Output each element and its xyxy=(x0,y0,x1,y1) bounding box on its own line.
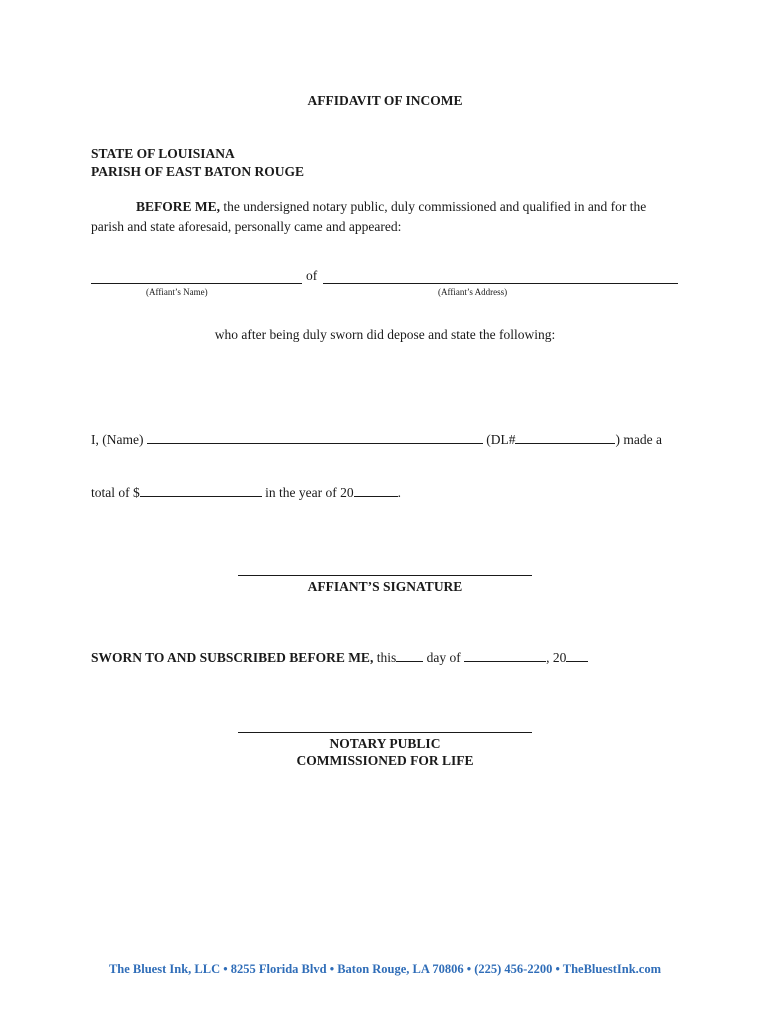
document-title: AFFIDAVIT OF INCOME xyxy=(307,93,463,108)
sworn-this: this xyxy=(373,650,397,665)
affiant-address-caption: (Affiant’s Address) xyxy=(438,287,508,297)
total-line xyxy=(91,484,401,501)
before-me-text: the undersigned notary public, duly commissioned and qualified in and for the parish and state aforesaid, personally came and appeared: xyxy=(91,199,647,234)
before-me-bold: BEFORE ME, xyxy=(136,199,221,214)
sworn-depose-text: who after being duly sworn did depose and state the following: xyxy=(214,327,556,342)
sworn-comma-20: , 20 xyxy=(546,650,567,665)
dl-prefix: (DL# xyxy=(486,432,516,447)
before-me-paragraph xyxy=(91,197,681,237)
sworn-month-field[interactable] xyxy=(464,649,546,662)
affiant-address-field[interactable] xyxy=(323,283,678,284)
notary-public-label: NOTARY PUBLIC xyxy=(329,736,441,751)
affiant-signature-field[interactable] xyxy=(238,575,532,576)
income-prefix: I, (Name) xyxy=(91,432,144,447)
affiant-signature-label: AFFIANT’S SIGNATURE xyxy=(307,579,463,594)
parish-line: PARISH OF EAST BATON ROUGE xyxy=(91,164,305,179)
sworn-day-of: day of xyxy=(423,650,465,665)
of-text: of xyxy=(306,268,318,283)
dl-number-field[interactable] xyxy=(515,431,615,444)
sworn-subscribed-line xyxy=(91,649,588,666)
income-name-field[interactable] xyxy=(147,431,483,444)
notary-signature-field[interactable] xyxy=(238,732,532,733)
year-field[interactable] xyxy=(354,484,398,497)
sworn-bold: SWORN TO AND SUBSCRIBED BEFORE ME, xyxy=(91,650,374,665)
affiant-name-field[interactable] xyxy=(91,283,302,284)
total-amount-field[interactable] xyxy=(140,484,262,497)
affiant-name-caption: (Affiant’s Name) xyxy=(146,287,208,297)
year-text: in the year of 20 xyxy=(265,485,354,500)
period: . xyxy=(397,485,401,500)
state-line: STATE OF LOUISIANA xyxy=(91,146,235,161)
dl-suffix: ) made a xyxy=(615,432,662,447)
total-prefix: total of $ xyxy=(91,485,140,500)
income-statement-line xyxy=(91,431,662,448)
footer-contact-line: The Bluest Ink, LLC • 8255 Florida Blvd • Baton Rouge, LA 70806 • (225) 456-2200 • TheBluestInk.com xyxy=(108,962,662,976)
commissioned-for-life-label: COMMISSIONED FOR LIFE xyxy=(296,753,474,768)
sworn-year-field[interactable] xyxy=(566,649,588,662)
sworn-day-field[interactable] xyxy=(396,649,423,662)
